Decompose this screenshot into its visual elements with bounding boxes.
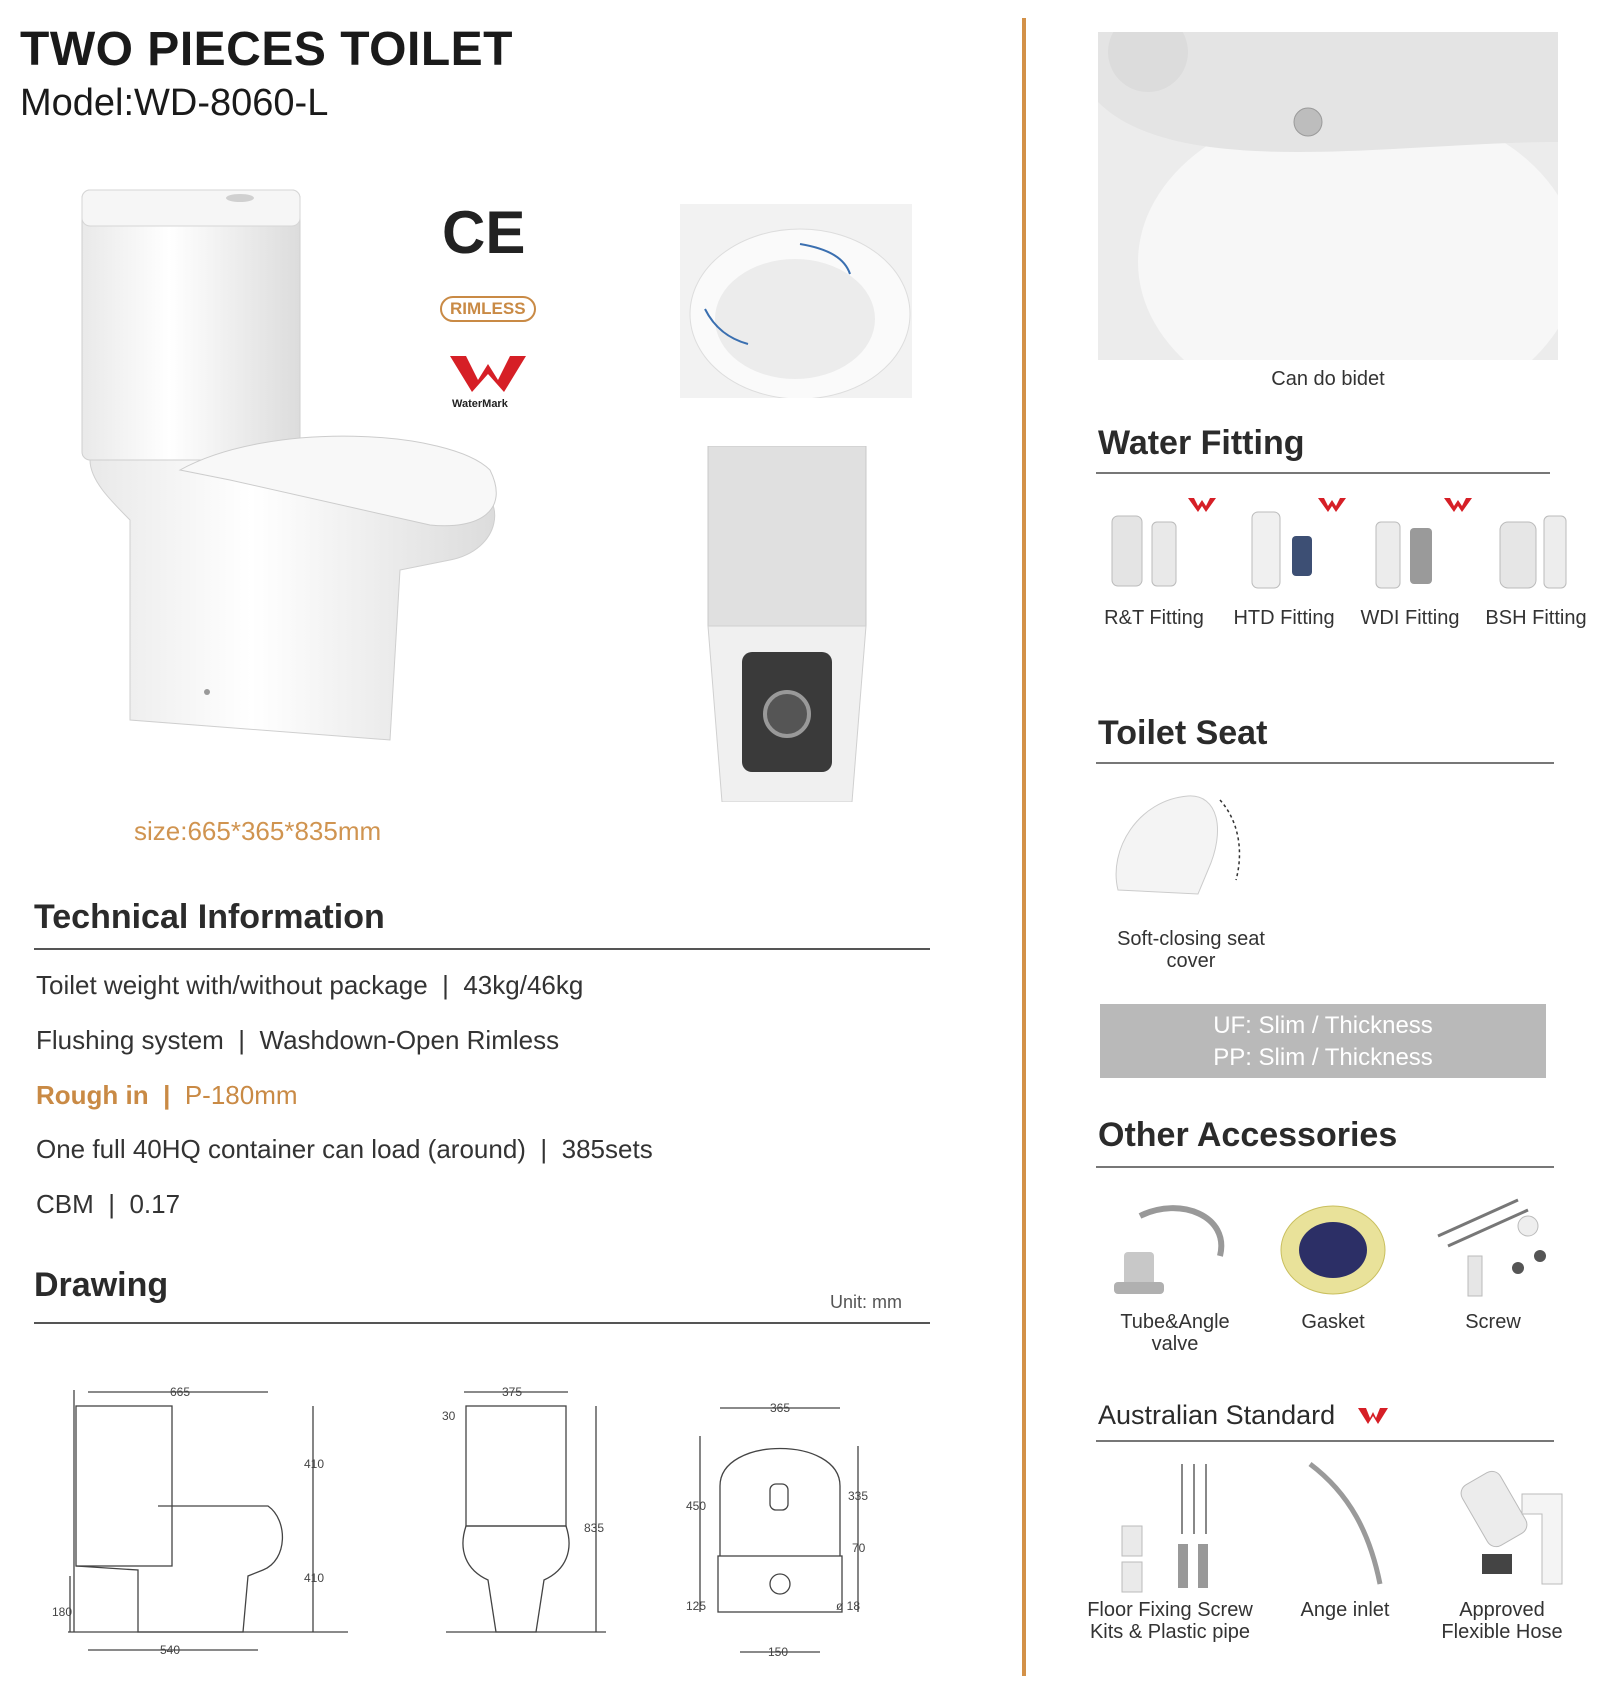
page-title: TWO PIECES TOILET (20, 23, 513, 76)
dim-side-base: 540 (160, 1643, 181, 1657)
dim-top-d2: 70 (852, 1541, 866, 1555)
gasket-image (1258, 1196, 1408, 1306)
seat-option-uf: UF: Slim / Thickness (1213, 1012, 1433, 1039)
seat-option-pp: PP: Slim / Thickness (1213, 1044, 1433, 1071)
dim-front-width: 375 (502, 1385, 523, 1399)
dim-top-depth: 450 (686, 1499, 707, 1513)
australian-item (1422, 1454, 1582, 1643)
seat-caption: Soft-closing seat cover (1117, 928, 1265, 972)
inlet-hose-image (1270, 1454, 1420, 1594)
toilet-product-image (70, 180, 510, 780)
fitting-item (1092, 492, 1216, 630)
dim-top-hole: ø 18 (836, 1599, 861, 1613)
bidet-image (1098, 32, 1558, 360)
fitting-image (1474, 492, 1598, 602)
ce-mark: CE (442, 199, 526, 266)
dim-top-d3: 125 (686, 1599, 707, 1613)
accessories-list (1100, 1196, 1560, 1386)
fitting-image (1092, 492, 1216, 602)
seat-cover-image (1108, 790, 1258, 900)
drawing-front-view (436, 1380, 636, 1670)
tube-valve-image (1100, 1196, 1250, 1306)
australian-rule (1096, 1440, 1554, 1442)
drawing-rule (34, 1322, 930, 1324)
tech-row-rough-in: Rough in | P-180mm (36, 1080, 298, 1110)
fitting-item (1348, 492, 1472, 630)
dim-side-rough: 180 (52, 1605, 73, 1619)
flexible-hose-image (1422, 1454, 1582, 1594)
dim-side-h2: 410 (304, 1571, 325, 1585)
model-number: Model:WD-8060-L (20, 82, 329, 124)
drawing-heading: Drawing (34, 1266, 169, 1304)
dim-top-width: 365 (770, 1401, 791, 1415)
fitting-label: WDI Fitting (1360, 607, 1460, 629)
dim-front-top: 30 (442, 1409, 456, 1423)
dim-side-width: 665 (170, 1385, 191, 1399)
fitting-image (1222, 492, 1346, 602)
rimless-badge: RIMLESS (440, 296, 536, 322)
australian-item (1082, 1454, 1258, 1643)
toilet-seat-rule (1096, 762, 1554, 764)
drawing-top-view (680, 1396, 880, 1676)
product-size: size:665*365*835mm (134, 816, 382, 846)
australian-item (1270, 1454, 1420, 1622)
water-fitting-rule (1096, 472, 1550, 474)
accessories-heading: Other Accessories (1098, 1116, 1398, 1154)
screw-image (1418, 1196, 1568, 1306)
dim-top-d1: 335 (848, 1489, 869, 1503)
watermark-label: WaterMark (452, 398, 508, 410)
australian-label: Floor Fixing Screw Kits & Plastic pipe (1087, 1599, 1253, 1643)
fitting-image (1348, 492, 1472, 602)
fixing-kit-image (1082, 1454, 1258, 1594)
accessory-label: Screw (1465, 1311, 1521, 1333)
accessories-rule (1096, 1166, 1554, 1168)
australian-label: Approved Flexible Hose (1441, 1599, 1563, 1643)
technical-rule (34, 948, 930, 950)
accessory-label: Gasket (1301, 1311, 1365, 1333)
fitting-item (1222, 492, 1346, 630)
water-fitting-list (1092, 492, 1592, 642)
watermark-logo (448, 352, 538, 400)
accessory-label: Tube&Angle valve (1120, 1311, 1230, 1355)
water-fitting-heading: Water Fitting (1098, 424, 1305, 462)
tech-row-weight: Toilet weight with/without package | 43kg/46kg (36, 970, 584, 1000)
rimless-bowl-image (680, 204, 912, 398)
fitting-label: HTD Fitting (1233, 607, 1335, 629)
australian-heading: Australian Standard (1098, 1400, 1336, 1430)
dim-side-h1: 410 (304, 1457, 325, 1471)
dim-top-bottom: 150 (768, 1645, 789, 1659)
technical-heading: Technical Information (34, 898, 385, 936)
dim-front-height: 835 (584, 1521, 605, 1535)
toilet-seat-heading: Toilet Seat (1098, 714, 1268, 752)
australian-watermark-icon (1358, 1406, 1388, 1432)
drawing-unit: Unit: mm (830, 1292, 902, 1312)
tech-row-cbm: CBM | 0.17 (36, 1189, 181, 1219)
column-divider (1022, 18, 1026, 1676)
toilet-rear-image (702, 446, 870, 802)
australian-label: Ange inlet (1300, 1599, 1390, 1621)
seat-options-box (1100, 1004, 1546, 1078)
fitting-item (1474, 492, 1598, 630)
tech-row-flushing: Flushing system | Washdown-Open Rimless (36, 1025, 560, 1055)
australian-list (1082, 1454, 1582, 1684)
accessory-item (1418, 1196, 1568, 1334)
drawing-side-view (48, 1380, 388, 1670)
tech-row-container: One full 40HQ container can load (around) | 385sets (36, 1134, 653, 1164)
accessory-item (1258, 1196, 1408, 1334)
accessory-item (1100, 1196, 1250, 1355)
bidet-caption: Can do bidet (1271, 368, 1385, 390)
fitting-label: BSH Fitting (1485, 607, 1587, 629)
fitting-label: R&T Fitting (1104, 607, 1204, 629)
